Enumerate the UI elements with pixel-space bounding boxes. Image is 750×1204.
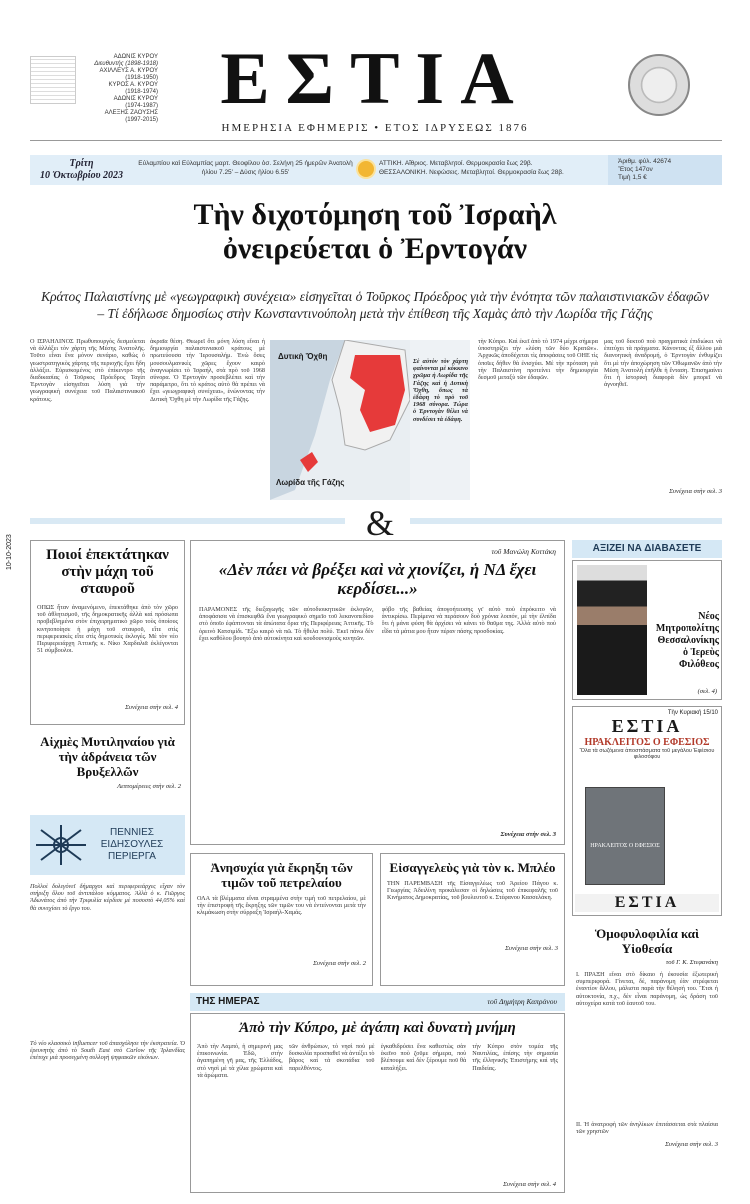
author-byline: τοῦ Γ. Κ. Στεφανάκη xyxy=(665,959,718,966)
opinion-title[interactable]: «Δὲν πάει νὰ βρέξει καὶ νὰ χιονίζει, ἡ ΝΔ ἔχει κερδίσει...» xyxy=(218,560,537,598)
founder-name: ΚΥΡΟΣ Α. ΚΥΡΟΥ xyxy=(108,82,158,88)
gossip-item: Πολλοὶ δολεγόνεῖ δήμαρχοι καὶ περιφερειάρχες εἶχαν τὸν στήριξη ὅλου τοῦ ἀντιπάλου κόμματος. Ἀλλὰ ὁ κ. Γιῶργος Ἀδωνάτος ἀπὸ τὴν Τριφυλία κέρδισε μὲ ποσοστὸ 44,05% καὶ θὰ συνεχίσει τὸ ἔργο του. xyxy=(30,883,185,912)
ampersand-ornament: & xyxy=(365,503,394,543)
day-column-text: τῶν ἀνθρώπων, τὸ νησὶ ποὺ μὲ δυσκολία προσπαθεῖ νὰ ἀντέξει τὸ βάρος καὶ τὰ σκοτάδια τοῦ παρελθόντος. xyxy=(288,1043,375,1072)
opinion-right-title[interactable]: Ὁμοφυλοφιλία καὶ Υἱοθεσία xyxy=(594,926,700,956)
continued-link[interactable]: Συνέχεια στὴν σελ. 2 xyxy=(313,960,366,967)
founder-years: (1997-2015) xyxy=(125,117,158,123)
headline-line: ὀνειρεύεται ὁ Ἐρντογάν xyxy=(222,232,528,265)
day-column-box xyxy=(190,1013,565,1193)
left-story2-title[interactable]: Αἰχμὲς Μυτιληναίου γιὰ τὴν ἀδράνεια τῶν Βρυξελλῶν xyxy=(40,734,175,779)
issue-year: Ἔτος 147ον xyxy=(618,166,653,173)
continued-link[interactable]: Συνέχεια στὴν σελ. 4 xyxy=(125,704,178,711)
weather-thessaloniki: ΘΕΣΣΑΛΟΝΙΚΗ. Νεφώσεις. Μεταβλητοί. Θερμοκρασία ἕως 28β. xyxy=(379,169,564,176)
issue-number: Ἀριθμ. φύλ. 42674 xyxy=(618,158,672,165)
divider-rule xyxy=(30,518,345,524)
info-bar xyxy=(30,155,722,185)
continued-link[interactable]: Συνέχεια στὴν σελ. 3 xyxy=(669,488,722,495)
map-label-west-bank: Δυτικὴ Ὄχθη xyxy=(278,352,328,361)
day-column-title[interactable]: Ἀπὸ τὴν Κύπρο, μὲ ἀγάπη καὶ δυνατὴ μνήμη xyxy=(239,1020,516,1036)
day-column-text: ἐγκαθιδρύσει ἕνα καθεστὼς σὰν ἐκεῖνο ποὺ ζοῦμε σήμερα, ποὺ βλέπουμε καὶ δὲν ξέρουμε ποῦ θὰ καταλήξει. xyxy=(380,1043,467,1072)
divider xyxy=(30,140,722,141)
fuel-story-body: ΟΛΑ τὰ βλέμματα εἶναι στραμμένα στὴν τιμὴ τοῦ πετρελαίου, μὲ τὴν ἐπιστροφὴ τῆς ἔκρηξης τῶν τιμῶν του νὰ ἐντείνονται μετὰ τὴν κλιμάκωση στὴν σύρραξη Ἰσραὴλ-Χαμάς. xyxy=(197,895,366,917)
map-figure xyxy=(270,340,470,500)
opinion-column: ΠΑΡΑΜΟΝΕΣ τῆς διεξαγωγῆς τῶν αὐτοδιοικητικῶν ἐκλογῶν, ἀποφάσισα νὰ ἐπισκεφθῶ ἕνα γεωγραφικὸ σημεῖο τοῦ λεκανοπεδίου στὸ ὁποῖο ἐφάπτονται τὰ ἀπώτατα ὅρια τῆς Περιφέρειας Ἀττικῆς. Τὸ ὀρεινὸ Κατσιμίδι. Ἔξω καιρὸ νὰ πῶ. Τὸ ἤθελα πολύ. Ἐκεῖ πάνω δὲν ἔχει καθόλου βουητὸ ἀπὸ αὐτοκίνητα καὶ κουδουνισμοὺς κινητῶν. xyxy=(199,606,374,642)
center-opinion-box xyxy=(190,540,565,845)
date-box xyxy=(30,155,133,185)
promo-date: Τὴν Κυριακή 15/10 xyxy=(667,710,718,716)
left-story2 xyxy=(30,730,185,794)
founder-name: ΑΧΙΛΛΕΥΣ Α. ΚΥΡΟΥ xyxy=(99,68,158,74)
lattice-icon xyxy=(36,825,86,865)
promo-brand: ΕΣΤΙΑ xyxy=(611,716,683,736)
saints-of-day: Εὐλαμπίου καὶ Εὐλαμπίας μαρτ. Θεοφίλου ὁσ. Σελήνη 25 ἡμερῶν Ἀνατολὴ ἡλίου 7.25' – Δύσις ἡλίου 6.55' xyxy=(138,160,353,176)
map-label-gaza: Λωρίδα τῆς Γάζης xyxy=(276,478,345,487)
issue-date: 10 Ὀκτωβρίου 2023 xyxy=(40,170,123,181)
founder-years: (1918-1974) xyxy=(125,89,158,95)
day-section-bar xyxy=(190,993,565,1011)
day-column-text: Ἀπὸ τὴν Λαμπό, ἡ σημερινὴ μας ἐπικοινωνία. Ἐδῶ, στὴν ἀγαπημένη γῆ μας, τῆς Ἑλλάδος, στὸ νησὶ μὲ τὰ χίλια χρώματα καὶ τὰ ἀρώματα. xyxy=(197,1043,283,1079)
opinion-column: φόβο τῆς βαθείας ἀπογοήτευσης γι' αὐτὸ ποὺ ἐπρόκειτο νὰ ἀντικρίσω. Περίμενα νὰ περάσουν δυὸ χρόνια λοιπόν, μὲ τὴν ἐλπίδα ὅτι ἡ μάνα φύση θὰ ἀρχίσει νὰ κάνει τὸ θαῦμα της. Ἀλλὰ αὐτὸ ποὺ εἶδα τὰ μάτια μου ἦταν πέραν πάσης προσδοκίας. xyxy=(381,606,556,635)
founder-name: ΑΔΩΝΙΣ ΚΥΡΟΥ xyxy=(113,96,158,102)
divider-rule xyxy=(410,518,722,524)
masthead-title: ΕΣΤΙΑ xyxy=(220,38,530,120)
sun-icon xyxy=(358,161,374,177)
promo-box[interactable] xyxy=(572,706,722,916)
article-column: τὴν Κύπρο. Καὶ ἐκεῖ ἀπὸ τὸ 1974 μέχρι σήμερα ὑποστηρίζει τὴν «λύση τῶν δύο Κρατῶν». Ἀρχικῶς ἀποδέχεται τὶς ἀποφάσεις τοῦ ΟΗΕ τὶς ὁποῖες δήθεν θὰ ἐνισχύει. Μὲ τὴν πρόταση γιὰ τὴν Παλαιστίνη προτείνει τὴν δημιουργία δεσμοῦ μεταξὺ τῶν ἐδαφῶν. xyxy=(478,338,598,382)
portrait-photo xyxy=(577,565,647,695)
section-label: ΤΗΣ ΗΜΕΡΑΣ xyxy=(196,996,260,1007)
founder-name: ΑΔΩΝΙΣ ΚΥΡΟΥ xyxy=(113,54,158,60)
promo-subtitle: Ὅλα τὰ σωζόμενα ἀποσπάσματα τοῦ μεγάλου Ἐφέσιου φιλοσόφου xyxy=(579,748,715,760)
founder-years: Διευθυντής (1898-1918) xyxy=(94,61,158,67)
barcode-graphic xyxy=(30,56,76,104)
masthead-subtitle: ΗΜΕΡΗΣΙΑ ΕΦΗΜΕΡΙΣ • ΕΤΟΣ ΙΔΡΥΣΕΩΣ 1876 xyxy=(221,122,529,134)
side-date: 10-10-2023 xyxy=(6,534,13,570)
continued-link[interactable]: Συνέχεια στὴν σελ. 3 xyxy=(505,945,558,952)
opinion-right-body: ΙΙ. Ἡ ἀνατροφὴ τῶν ἀνηλίκων ἐπιτάσσεται στὰ πλαίσια τῶν χρηστῶν xyxy=(576,1121,718,1136)
promo-footer-brand: ΕΣΤΙΑ xyxy=(575,894,719,912)
opinion-right xyxy=(572,922,722,1152)
main-subheadline: Κράτος Παλαιστίνης μὲ «γεωγραφικὴ συνέχεια» εἰσηγεῖται ὁ Τοῦρκος Πρόεδρος γιὰ τὴν ἑνότητα τῶν παλαιστινιακῶν ἐδαφῶν – Τί ἐδήλωσε δημοσίως στὴν Κωνσταντινούπολη μετὰ τὴν ἐπίθεση τῆς Χαμὰς ἀπὸ τὴν Λωρίδα τῆς Γάζης xyxy=(41,289,709,321)
author-byline: τοῦ Μανώλη Κοττάκη xyxy=(491,547,556,556)
continued-link[interactable]: Συνέχεια στὴν σελ. 3 xyxy=(500,831,556,838)
founder-name: ΑΛΕΞΗΣ ΖΑΟΥΣΗΣ xyxy=(104,110,158,116)
weather-box xyxy=(358,155,608,185)
promo-title: ΗΡΑΚΛΕΙΤΟΣ Ο ΕΦΕΣΙΟΣ xyxy=(584,737,710,748)
continued-link[interactable]: Συνέχεια στὴν σελ. 4 xyxy=(503,1181,556,1188)
day-column-text: τὴν Κύπρο στὸν τομέα τῆς Ναυτιλίας, ἐπίσης τὴν σημασία τῆς ἐλληνικῆς Ἐπιστήμης καὶ τῆς Παιδείας. xyxy=(472,1043,558,1072)
founder-years: (1918-1950) xyxy=(125,75,158,81)
fuel-story-title[interactable]: Ἀνησυχία γιὰ ἔκρηξη τῶν τιμῶν τοῦ πετρελαίου xyxy=(210,860,353,890)
gossip-header xyxy=(30,815,185,875)
left-story-title[interactable]: Ποιοί ἐπεκτάτηκαν στὴν μάχη τοῦ σταυροῦ xyxy=(46,547,169,597)
feature-caption[interactable]: Νέος Μητροπολίτης Θεσσαλονίκης ὁ Ἱερεὺς Φιλόθεος xyxy=(655,611,719,670)
issue-info xyxy=(608,155,722,185)
opinion-right-body: Ι. ΠΡΑΞΗ εἶναι στὸ δίκαιο ἡ ἐκουσία ἐξωτερικὴ συμπεριφορά. Γίνεται, δέ, παράνομη ἐὰν στρέφεται ἐναντίον ἄλλου, μάλιστα παρὰ τὴν θέλησή του. Ἔτσι ἡ αὐτοκτονία, π.χ., δὲν εἶναι παράνομη, ὡς δράση τοῦ αὐτοχείρα κατὰ τοῦ ἑαυτοῦ του. xyxy=(576,971,718,1007)
medallion-logo xyxy=(628,54,690,116)
gossip-item: Τὸ νέο κλασσικὸ influencer τοῦ ἀπασχόλησε τὴν ἐκστρατεία. Ὁ ἐρευνητὴς ἀπὸ τὸ South East στὸ Carlow τῆς Ἰρλανδίας ἐπέτυχε μιὰ προσεγμένη συλλογὴ ψηφιακῶν εἰκόνων. xyxy=(30,1040,185,1062)
weekday: Τρίτη xyxy=(69,158,94,169)
left-story-box xyxy=(30,540,185,725)
mpleo-story-body: ΤΗΝ ΠΑΡΕΜΒΑΣΗ τῆς Εἰσαγγελέως τοῦ Ἀρείου Πάγου κ. Γεωργίας Ἀδειλίνη προκάλεσαν οἱ δηλώσεις τοῦ ἐπικεφαλῆς τοῦ Κινήματος Δημοκρατίας, τοῦ βουλευτοῦ κ. Στέφανου Κασσελάκη. xyxy=(387,880,558,902)
issue-price: Τιμὴ 1,5 € xyxy=(618,174,647,181)
book-cover-image xyxy=(585,787,665,885)
article-column: ἀκραῖα θέση. Θεωρεῖ ὅτι μόνη λύση εἶναι ἡ δημιουργία παλαιστινιακοῦ κράτους μὲ πρωτεύουσα τὴν Ἱερουσαλήμ. Ἑνὼ ὅσες μουσουλμανικὲς χῶρες ἔχουν καιρὸ ἀναγνωρίσει τὸ Ἰσραήλ, στὰ πρὸ τοῦ 1968 σύνορα. Ὁ Ἐρντογὰν προσεβλέπει καὶ τὴν παράμετρο, ὅτι τὸ κράτος αὐτὸ θὰ πρέπει νὰ ἔχει «γεωγραφικὴ συνέχεια», ἑνώνοντας τὴν Δυτικὴ Ὄχθη μὲ τὴν Λωρίδα τῆς Γάζης. xyxy=(150,338,265,403)
founder-years: (1974-1987) xyxy=(125,103,158,109)
left-story-body: ΟΠΩΣ ἦταν ἀναμενόμενο, ἐπεκτάθηκε ἀπὸ τὸν χῶρο τοῦ ἀθλητισμοῦ, τῆς δημοκρατικῆς ἀλλὰ καὶ πρόσωπα προβεβλημένα στὸν ἐπιχειρηματικὸ χῶρο τοὺς ὁποίους κινητοποίησε ἡ μάχη τοῦ σταυροῦ, εἴτε στὶς περιφερειακὲς εἴτε στὶς δημοτικὲς ἐκλογές. Μὲ τὸν νέο Περιφερειάρχη Ἀττικῆς κ. Νίκο Χαρδαλιᾶ ἐκλέγονται 51 σύμβουλοι. xyxy=(37,604,178,655)
gossip-title: ΠΕΝΝΙΕΣ ΕΙΔΗΣΟΥΛΕΣ ΠΕΡΙΕΡΓΑ xyxy=(100,827,164,862)
founders-list xyxy=(80,54,158,124)
map-caption: Σὲ αὐτὸν τὸν χάρτη φαίνονται μὲ κόκκινο χρῶμα ἡ Λωρίδα τῆς Γάζης καὶ ἡ Δυτικὴ Ὄχθη, ὅπως τὰ ἐδάφη τὸ πρὸ τοῦ 1968 σύνορα. Τώρα ὁ Ἐρντογὰν θέλει νὰ συνδέσει τὰ ἐδάφη. xyxy=(413,358,468,423)
feature-box xyxy=(572,560,722,700)
article-column: μας τοῦ δεκτοῦ ποὺ πραγματικὰ ἐπιδιώκει νὰ ἐπιτύχει τὰ πράγματα. Κάνοντας ἐξ ἄλλου μιὰ διανοητικὴ ἀναδρομή, ὁ Ἐρντογὰν ἐνθυμίζει ὅτι μὲ τὴν ἀποχώρηση τῶν Ὀθωμανῶν ἀπὸ τὴν Μέση Ἀνατολὴ ἐπῆλθε ἡ ἔνταση. Ἐπισημαίνει ὅτι ἡ ἱστορικὴ διαφορὰ δὲν μπορεῖ νὰ ἀγνοηθεῖ. xyxy=(604,338,722,389)
mpleo-story-box xyxy=(380,853,565,986)
continued-link[interactable]: Συνέχεια στὴν σελ. 3 xyxy=(665,1141,718,1148)
headline-line: Τὴν διχοτόμηση τοῦ Ἰσραὴλ xyxy=(193,198,557,231)
mpleo-story-title[interactable]: Εἰσαγγελεὺς γιὰ τὸν κ. Μπλέο xyxy=(389,860,556,875)
main-headline[interactable] xyxy=(60,198,690,266)
fuel-story-box xyxy=(190,853,373,986)
article-column: Ο ΙΣΡΑΗΛΙΝΟΣ Πρωθυπουργὸς δεσμεύεται νὰ ἀλλάξει τὸν χάρτη τῆς Μέσης Ἀνατολῆς. Τοῦτο εἶναι ἕνα μόνον σενάριο, καθὼς ὁ γεωστρατηγικὸς χάρτης τῆς περιοχῆς ἔχει ἤδη ἀλλάξει. Εὐρισκομένος στὸ ἐπίκεντρο τῆς διαδικασίας ὁ Τοῦρκος Πρόεδρος Ταγίπ Ἐρντογὰν εἰσηγεῖται λύση γιὰ τὴν γεωγραφικὴ συνέχεια τοῦ Παλαιστινιακοῦ κράτους. xyxy=(30,338,145,403)
continued-link[interactable]: (σελ. 4) xyxy=(697,688,717,695)
weather-attica: ΑΤΤΙΚΗ. Αἴθριος. Μεταβλητοί. Θερμοκρασία ἕως 29β. xyxy=(379,160,533,167)
book-title: ΗΡΑΚΛΕΙΤΟΣ Ο ΕΦΕΣΙΟΣ xyxy=(590,843,660,849)
continued-link[interactable]: Λεπτομέρειες στὴν σελ. 2 xyxy=(117,783,181,790)
must-read-header: ΑΞΙΖΕΙ ΝΑ ΔΙΑΒΑΣΕΤΕ xyxy=(572,540,722,558)
author-byline: τοῦ Δημήτρη Καπράνου xyxy=(487,997,557,1006)
